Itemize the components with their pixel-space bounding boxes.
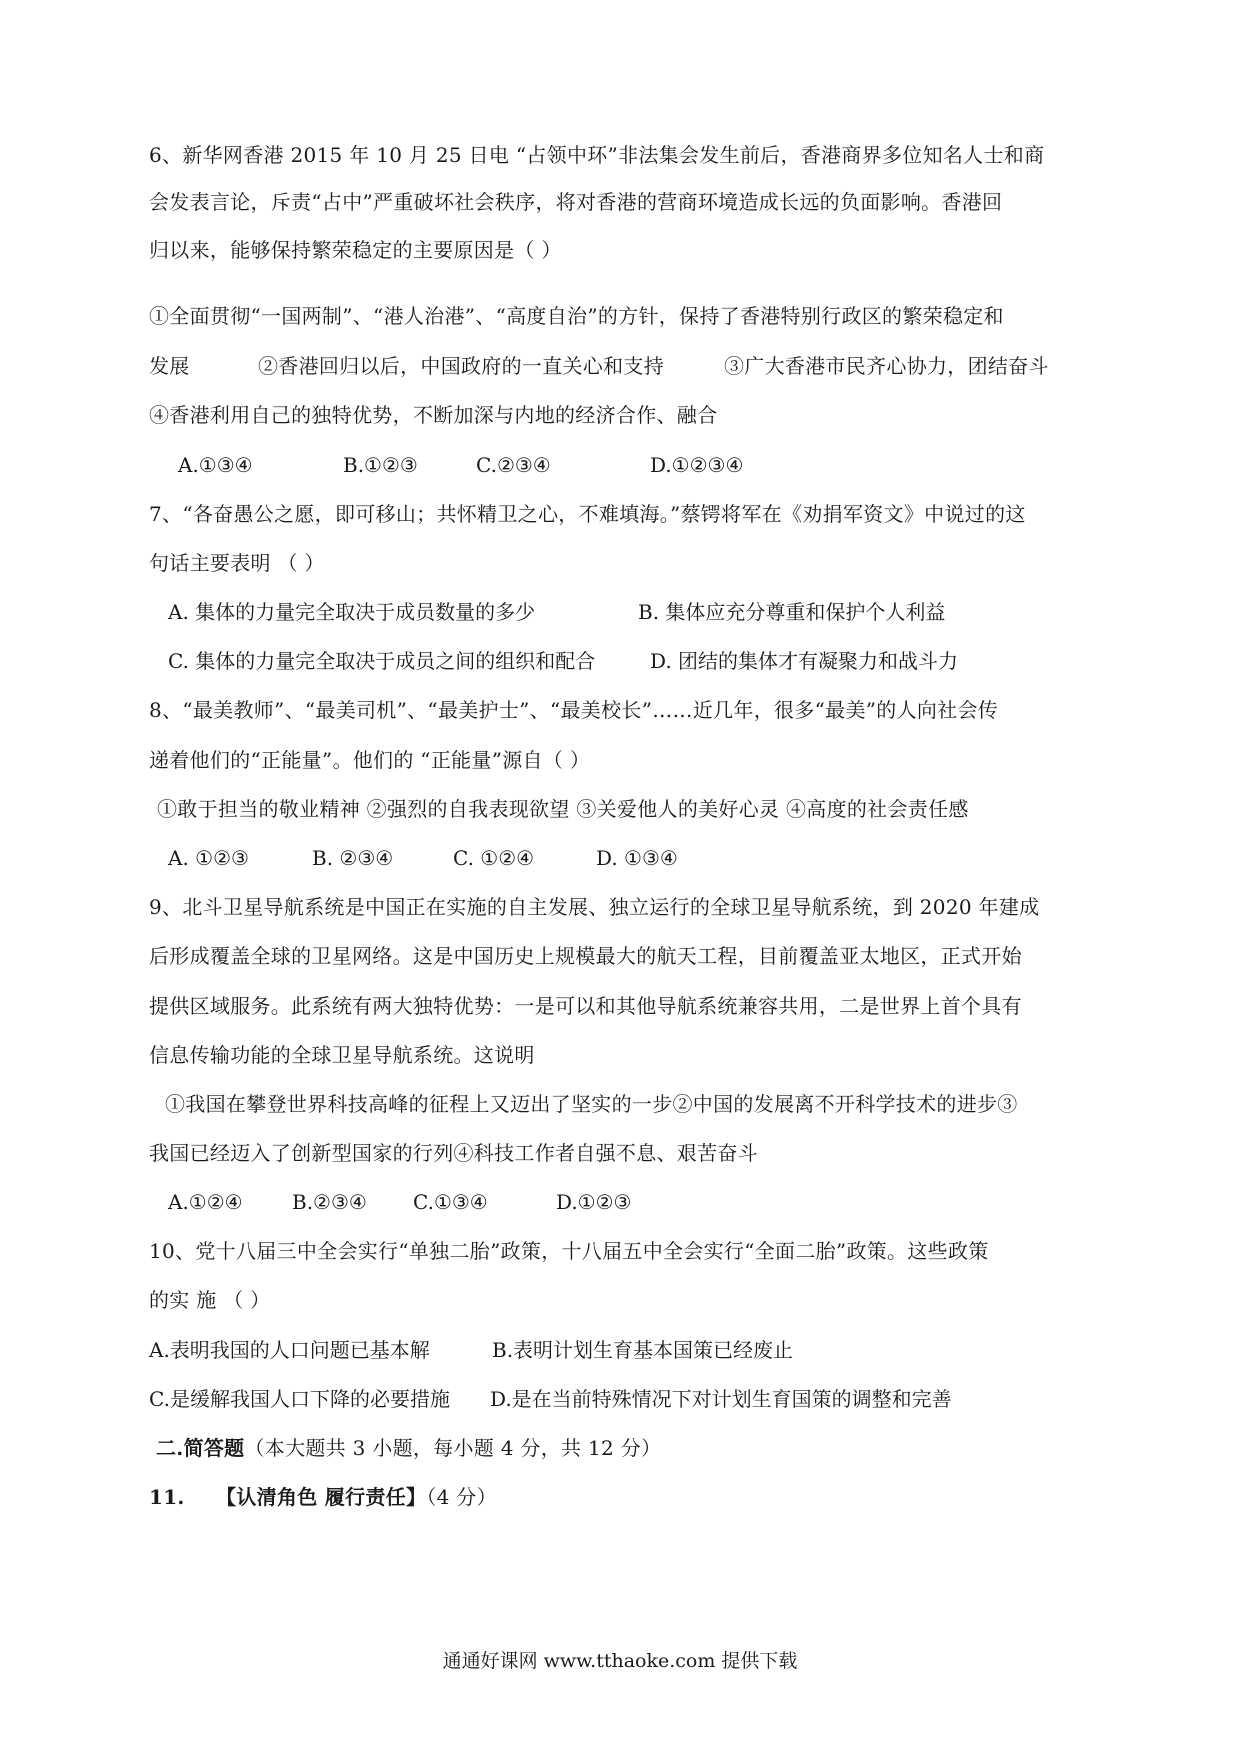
q9-statement-line-2: 我国已经迈入了创新型国家的行列④科技工作者自强不息、艰苦奋斗 [149, 1141, 758, 1165]
q10-option-c[interactable]: C.是缓解我国人口下降的必要措施 [149, 1387, 450, 1411]
q10-stem-line-1: 10、党十八届三中全会实行“单独二胎”政策，十八届五中全会实行“全面二胎”政策。这些政策 [149, 1239, 989, 1263]
section-2-title: 二.简答题 [156, 1436, 245, 1460]
q11-score: （4 分） [426, 1485, 497, 1509]
q9-stem-line-2: 后形成覆盖全球的卫星网络。这是中国历史上规模最大的航天工程，目前覆盖亚太地区，正式开始 [149, 944, 1022, 968]
q11-number: 11. [149, 1485, 185, 1509]
q7-stem-line-1: 7、“各奋愚公之愿，即可移山；共怀精卫之心，不难填海。”蔡锷将军在《劝捐军资文》中说过的这 [149, 502, 1026, 526]
q7-option-b[interactable]: B. 集体应充分尊重和保护个人利益 [638, 600, 946, 624]
q6-stem-line-2: 会发表言论，斥责“占中”严重破坏社会秩序，将对香港的营商环境造成长远的负面影响。香港回 [149, 190, 1003, 214]
q6-option-c[interactable]: C.②③④ [476, 453, 551, 477]
q6-option-b[interactable]: B.①②③ [343, 453, 418, 477]
q10-option-d[interactable]: D.是在当前特殊情况下对计划生育国策的调整和完善 [490, 1387, 952, 1411]
q7-option-a[interactable]: A. 集体的力量完全取决于成员数量的多少 [168, 600, 536, 624]
section-2-heading [156, 1434, 661, 1462]
section-2-note: （本大题共 3 小题，每小题 4 分，共 12 分） [244, 1436, 662, 1460]
q6-option-a[interactable]: A.①③④ [178, 453, 253, 477]
q9-stem-line-4: 信息传输功能的全球卫星导航系统。这说明 [149, 1043, 535, 1067]
q6-statement-line-2c: ③广大香港市民齐心协力，团结奋斗 [724, 354, 1049, 378]
q8-option-b[interactable]: B. ②③④ [312, 846, 394, 870]
q9-stem-line-1: 9、北斗卫星导航系统是中国正在实施的自主发展、独立运行的全球卫星导航系统，到 2020 年建成 [149, 895, 1040, 919]
q7-option-c[interactable]: C. 集体的力量完全取决于成员之间的组织和配合 [168, 649, 596, 673]
q7-option-d[interactable]: D. 团结的集体才有凝聚力和战斗力 [650, 649, 959, 673]
q6-statement-line-3: ④香港利用自己的独特优势，不断加深与内地的经济合作、融合 [149, 403, 718, 427]
q8-option-a[interactable]: A. ①②③ [168, 846, 249, 870]
page-footer: 通通好课网 www.tthaoke.com 提供下载 [442, 1650, 798, 1672]
q9-option-b[interactable]: B.②③④ [292, 1190, 367, 1214]
q8-option-c[interactable]: C. ①②④ [453, 846, 535, 870]
q6-stem-line-1: 6、新华网香港 2015 年 10 月 25 日电 “占领中环”非法集会发生前后，香港商界多位知名人士和商 [149, 143, 1045, 167]
q9-option-c[interactable]: C.①③④ [413, 1190, 488, 1214]
q11-title: 【认清角色 履行责任】 [216, 1485, 427, 1509]
q8-stem-line-2: 递着他们的“正能量”。他们的 “正能量”源自（ ） [149, 748, 591, 772]
q8-option-d[interactable]: D. ①③④ [596, 846, 678, 870]
q8-stem-line-1: 8、“最美教师”、“最美司机”、“最美护士”、“最美校长”……近几年，很多“最美”的人向社会传 [149, 698, 999, 722]
q6-stem-line-3: 归以来，能够保持繁荣稳定的主要原因是（ ） [149, 238, 562, 262]
q6-statement-line-1: ①全面贯彻“一国两制”、“港人治港”、“高度自治”的方针，保持了香港特别行政区的繁荣稳定和 [149, 304, 1004, 328]
q6-statement-line-2b: ②香港回归以后，中国政府的一直关心和支持 [258, 354, 664, 378]
q9-option-a[interactable]: A.①②④ [168, 1190, 243, 1214]
q10-option-b[interactable]: B.表明计划生育基本国策已经废止 [492, 1338, 794, 1362]
q8-statements: ①敢于担当的敬业精神 ②强烈的自我表现欲望 ③关爱他人的美好心灵 ④高度的社会责任感 [157, 797, 969, 821]
q9-statement-line-1: ①我国在攀登世界科技高峰的征程上又迈出了坚实的一步②中国的发展离不开科学技术的进步③ [165, 1092, 1018, 1116]
question-11 [149, 1483, 497, 1511]
q10-option-a[interactable]: A.表明我国的人口问题已基本解 [149, 1338, 430, 1362]
q10-stem-line-2: 的实 施 （ ） [149, 1288, 271, 1312]
q6-statement-line-2a: 发展 [149, 354, 190, 378]
q7-stem-line-2: 句话主要表明 （ ） [149, 551, 325, 575]
q6-option-d[interactable]: D.①②③④ [650, 453, 744, 477]
q9-stem-line-3: 提供区域服务。此系统有两大独特优势：一是可以和其他导航系统兼容共用，二是世界上首个具有 [149, 994, 1022, 1018]
q9-option-d[interactable]: D.①②③ [556, 1190, 632, 1214]
